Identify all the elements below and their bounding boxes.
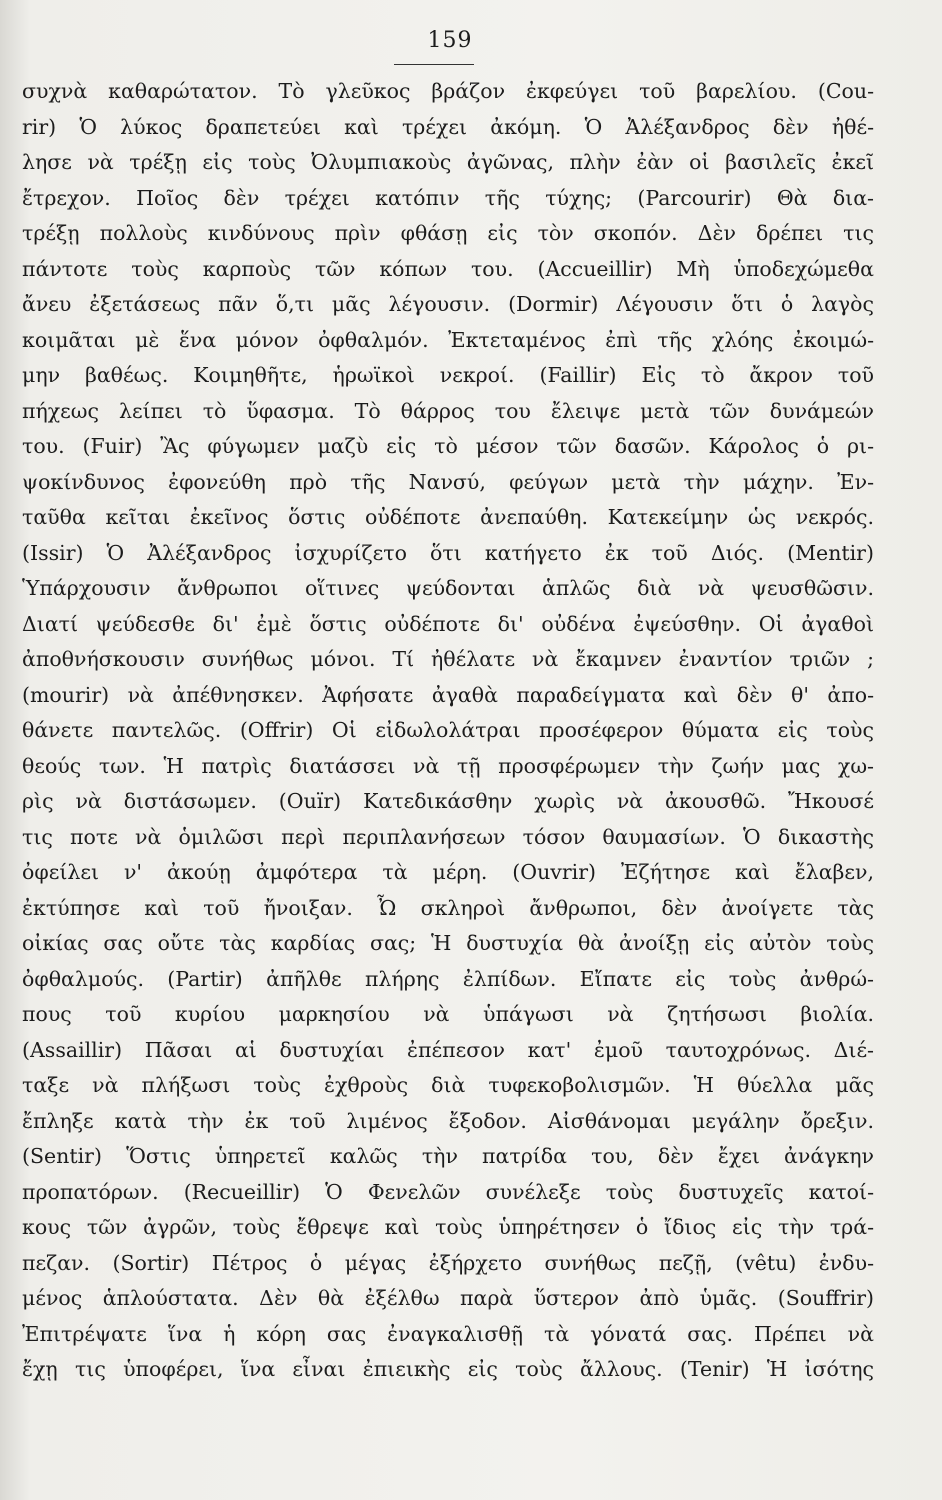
text-line: κους τῶν ἀγρῶν, τοὺς ἔθρεψε καὶ τοὺς ὑπηρέτησεν ὁ ἴδιος εἰς τὴν τρά- — [22, 1215, 874, 1239]
text-line: προπατόρων. (Recueillir) Ὁ Φενελῶν συνέλεξε τοὺς δυστυχεῖς κατοί- — [22, 1179, 874, 1204]
text-line: ἔχῃ τις ὑποφέρει, ἵνα εἶναι ἐπιεικὴς εἰς τοὺς ἄλλους. (Tenir) Ἡ ἰσότης — [22, 1357, 874, 1381]
text-line: Ἐπιτρέψατε ἵνα ἡ κόρη σας ἐναγκαλισθῇ τὰ γόνατά σας. Πρέπει νὰ — [22, 1321, 874, 1346]
text-line: Ὑπάρχουσιν ἄνθρωποι οἵτινες ψεύδονται ἁπλῶς διὰ νὰ ψευσθῶσιν. — [22, 576, 874, 600]
text-line: rir) Ὁ λύκος δραπετεύει καὶ τρέχει ἀκόμη. Ὁ Ἀλέξανδρος δὲν ἠθέ- — [22, 114, 874, 139]
text-line: του. (Fuir) Ἂς φύγωμεν μαζὺ εἰς τὸ μέσον τῶν δασῶν. Κάρολος ὁ ρι- — [22, 434, 874, 458]
text-line: ἄνευ ἐξετάσεως πᾶν ὅ,τι μᾶς λέγουσιν. (Dormir) Λέγουσιν ὅτι ὁ λαγὸς — [22, 292, 874, 316]
text-line: πήχεως λείπει τὸ ὕφασμα. Τὸ θάρρος του ἔλειψε μετὰ τῶν δυνάμεών — [22, 398, 874, 423]
page-number: 159 — [427, 28, 473, 53]
text-line: πεζαν. (Sortir) Πέτρος ὁ μέγας ἐξήρχετο συνήθως πεζῇ, (vêtu) ἐνδυ- — [22, 1250, 874, 1275]
text-line: Διατί ψεύδεσθε δι' ἐμὲ ὅστις οὐδέποτε δι' οὐδένα ἐψεύσθην. Οἱ ἀγαθοὶ — [22, 611, 874, 636]
text-line: πους τοῦ κυρίου μαρκησίου νὰ ὑπάγωσι νὰ ζητήσωσι βιολία. — [22, 1002, 874, 1026]
text-line: ταῦθα κεῖται ἐκεῖνος ὅστις οὐδέποτε ἀνεπαύθη. Κατεκείμην ὡς νεκρός. — [22, 505, 874, 529]
text-line: ἐκτύπησε καὶ τοῦ ἤνοιξαν. Ὦ σκληροὶ ἄνθρωποι, δὲν ἀνοίγετε τὰς — [22, 895, 874, 920]
text-line: τρέξῃ πολλοὺς κινδύνους πρὶν φθάσῃ εἰς τὸν σκοπόν. Δὲν δρέπει τις — [22, 221, 874, 245]
text-line: τις ποτε νὰ ὁμιλῶσι περὶ περιπλανήσεων τόσον θαυμασίων. Ὁ δικαστὴς — [22, 824, 874, 849]
body-text — [22, 74, 874, 1388]
text-line: ἔτρεχον. Ποῖος δὲν τρέχει κατόπιν τῆς τύχης; (Parcourir) Θὰ δια- — [22, 185, 874, 210]
text-line: θάνετε παντελῶς. (Offrir) Οἱ εἰδωλολάτραι προσέφερον θύματα εἰς τοὺς — [22, 718, 874, 742]
page-number-rule — [394, 64, 474, 65]
text-line: ὀφείλει ν' ἀκούῃ ἀμφότερα τὰ μέρη. (Ouvrir) Ἐζήτησε καὶ ἔλαβεν, — [22, 860, 874, 884]
text-line: μένος ἁπλούστατα. Δὲν θὰ ἐξέλθω παρὰ ὕστερον ἀπὸ ὑμᾶς. (Souffrir) — [22, 1286, 874, 1310]
text-line: ψοκίνδυνος ἐφονεύθη πρὸ τῆς Νανσύ, φεύγων μετὰ τὴν μάχην. Ἐν- — [22, 469, 874, 494]
text-line: θεούς των. Ἡ πατρὶς διατάσσει νὰ τῇ προσφέρωμεν τὴν ζωήν μας χω- — [22, 753, 874, 778]
text-line: ὀφθαλμούς. (Partir) ἀπῆλθε πλήρης ἐλπίδων. Εἴπατε εἰς τοὺς ἀνθρώ- — [22, 966, 874, 991]
text-line: λησε νὰ τρέξῃ εἰς τοὺς Ὀλυμπιακοὺς ἀγῶνας, πλὴν ἐὰν οἱ βασιλεῖς ἐκεῖ — [22, 150, 874, 174]
text-line: (Issir) Ὁ Ἀλέξανδρος ἰσχυρίζετο ὅτι κατήγετο ἐκ τοῦ Διός. (Mentir) — [22, 540, 874, 565]
text-line: ἔπληξε κατὰ τὴν ἐκ τοῦ λιμένος ἔξοδον. Αἰσθάνομαι μεγάλην ὄρεξιν. — [22, 1108, 874, 1133]
text-line: συχνὰ καθαρώτατον. Τὸ γλεῦκος βράζον ἐκφεύγει τοῦ βαρελίου. (Cou- — [22, 79, 874, 103]
text-line: (Sentir) Ὅστις ὑπηρετεῖ καλῶς τὴν πατρίδα του, δὲν ἔχει ἀνάγκην — [22, 1144, 874, 1168]
text-line: (mourir) νὰ ἀπέθνησκεν. Ἀφήσατε ἀγαθὰ παραδείγματα καὶ δὲν θ' ἀπο- — [22, 682, 874, 707]
text-line: μην βαθέως. Κοιμηθῆτε, ἡρωϊκοὶ νεκροί. (Faillir) Εἰς τὸ ἄκρον τοῦ — [22, 363, 874, 387]
text-line: (Assaillir) Πᾶσαι αἱ δυστυχίαι ἐπέπεσον κατ' ἐμοῦ ταυτοχρόνως. Διέ- — [22, 1037, 874, 1062]
text-line: οἰκίας σας οὔτε τὰς καρδίας σας; Ἡ δυστυχία θὰ ἀνοίξῃ εἰς αὐτὸν τοὺς — [22, 931, 874, 955]
text-line: κοιμᾶται μὲ ἕνα μόνον ὀφθαλμόν. Ἐκτεταμένος ἐπὶ τῆς χλόης ἐκοιμώ- — [22, 327, 874, 352]
text-line: ταξε νὰ πλήξωσι τοὺς ἐχθροὺς διὰ τυφεκοβολισμῶν. Ἡ θύελλα μᾶς — [22, 1073, 874, 1097]
text-line: ρὶς νὰ διστάσωμεν. (Ouïr) Κατεδικάσθην χωρὶς νὰ ἀκουσθῶ. Ἤκουσέ — [22, 789, 874, 813]
text-line: ἀποθνήσκουσιν συνήθως μόνοι. Τί ἠθέλατε νὰ ἔκαμνεν ἐναντίον τριῶν ; — [22, 647, 874, 671]
text-line: πάντοτε τοὺς καρποὺς τῶν κόπων του. (Accueillir) Μὴ ὑποδεχώμεθα — [22, 256, 874, 281]
